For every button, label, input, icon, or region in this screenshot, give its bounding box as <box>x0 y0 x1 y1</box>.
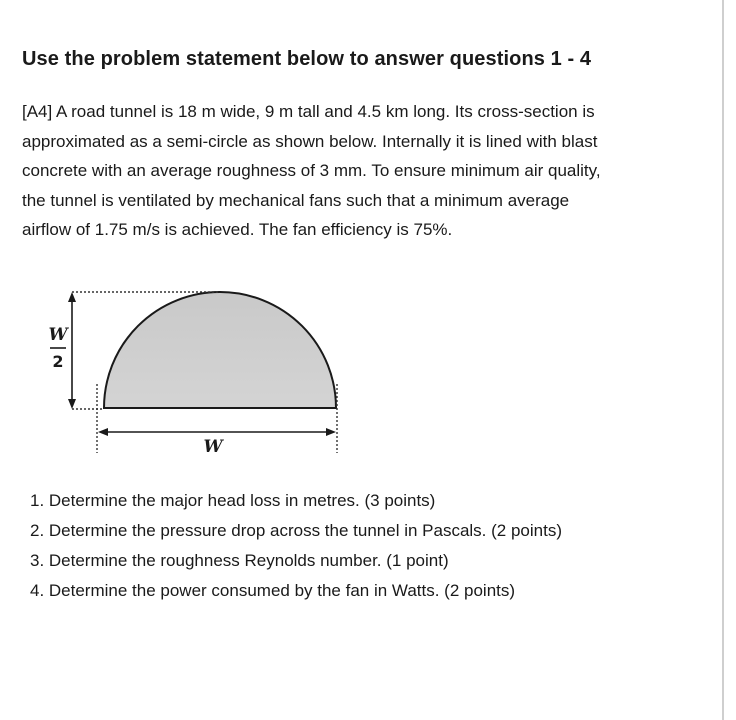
statement-line: [A4] A road tunnel is 18 m wide, 9 m tall and 4.5 km long. Its cross-section is <box>22 102 595 121</box>
tunnel-diagram <box>30 280 360 460</box>
problem-statement <box>22 97 712 245</box>
statement-line: the tunnel is ventilated by mechanical fans such that a minimum average <box>22 190 570 210</box>
question-item: 3. Determine the roughness Reynolds number. (1 point) <box>30 551 449 570</box>
statement-line: approximated as a semi-circle as shown below. Internally it is lined with blast <box>22 131 598 151</box>
width-arrow-left <box>98 428 108 436</box>
width-arrow-right <box>326 428 336 436</box>
width-label: W <box>203 437 223 457</box>
question-item: 2. Determine the pressure drop across the tunnel in Pascals. (2 points) <box>30 521 562 540</box>
height-label-denominator: 2 <box>52 352 64 371</box>
section-heading: Use the problem statement below to answer questions 1 - 4 <box>22 48 592 70</box>
height-arrow-down <box>68 399 76 409</box>
question-item: 1. Determine the major head loss in metres. (3 points) <box>30 491 436 510</box>
height-label-numerator: W <box>48 325 68 345</box>
statement-line: airflow of 1.75 m/s is achieved. The fan efficiency is 75%. <box>22 220 453 239</box>
tunnel-semicircle <box>104 292 336 408</box>
height-arrow-up <box>68 292 76 302</box>
question-item: 4. Determine the power consumed by the fan in Watts. (2 points) <box>30 581 516 600</box>
question-list <box>30 486 562 606</box>
tunnel-cross-section-figure <box>30 280 360 460</box>
statement-line: concrete with an average roughness of 3 mm. To ensure minimum air quality, <box>22 161 601 180</box>
page-right-border <box>722 0 724 720</box>
